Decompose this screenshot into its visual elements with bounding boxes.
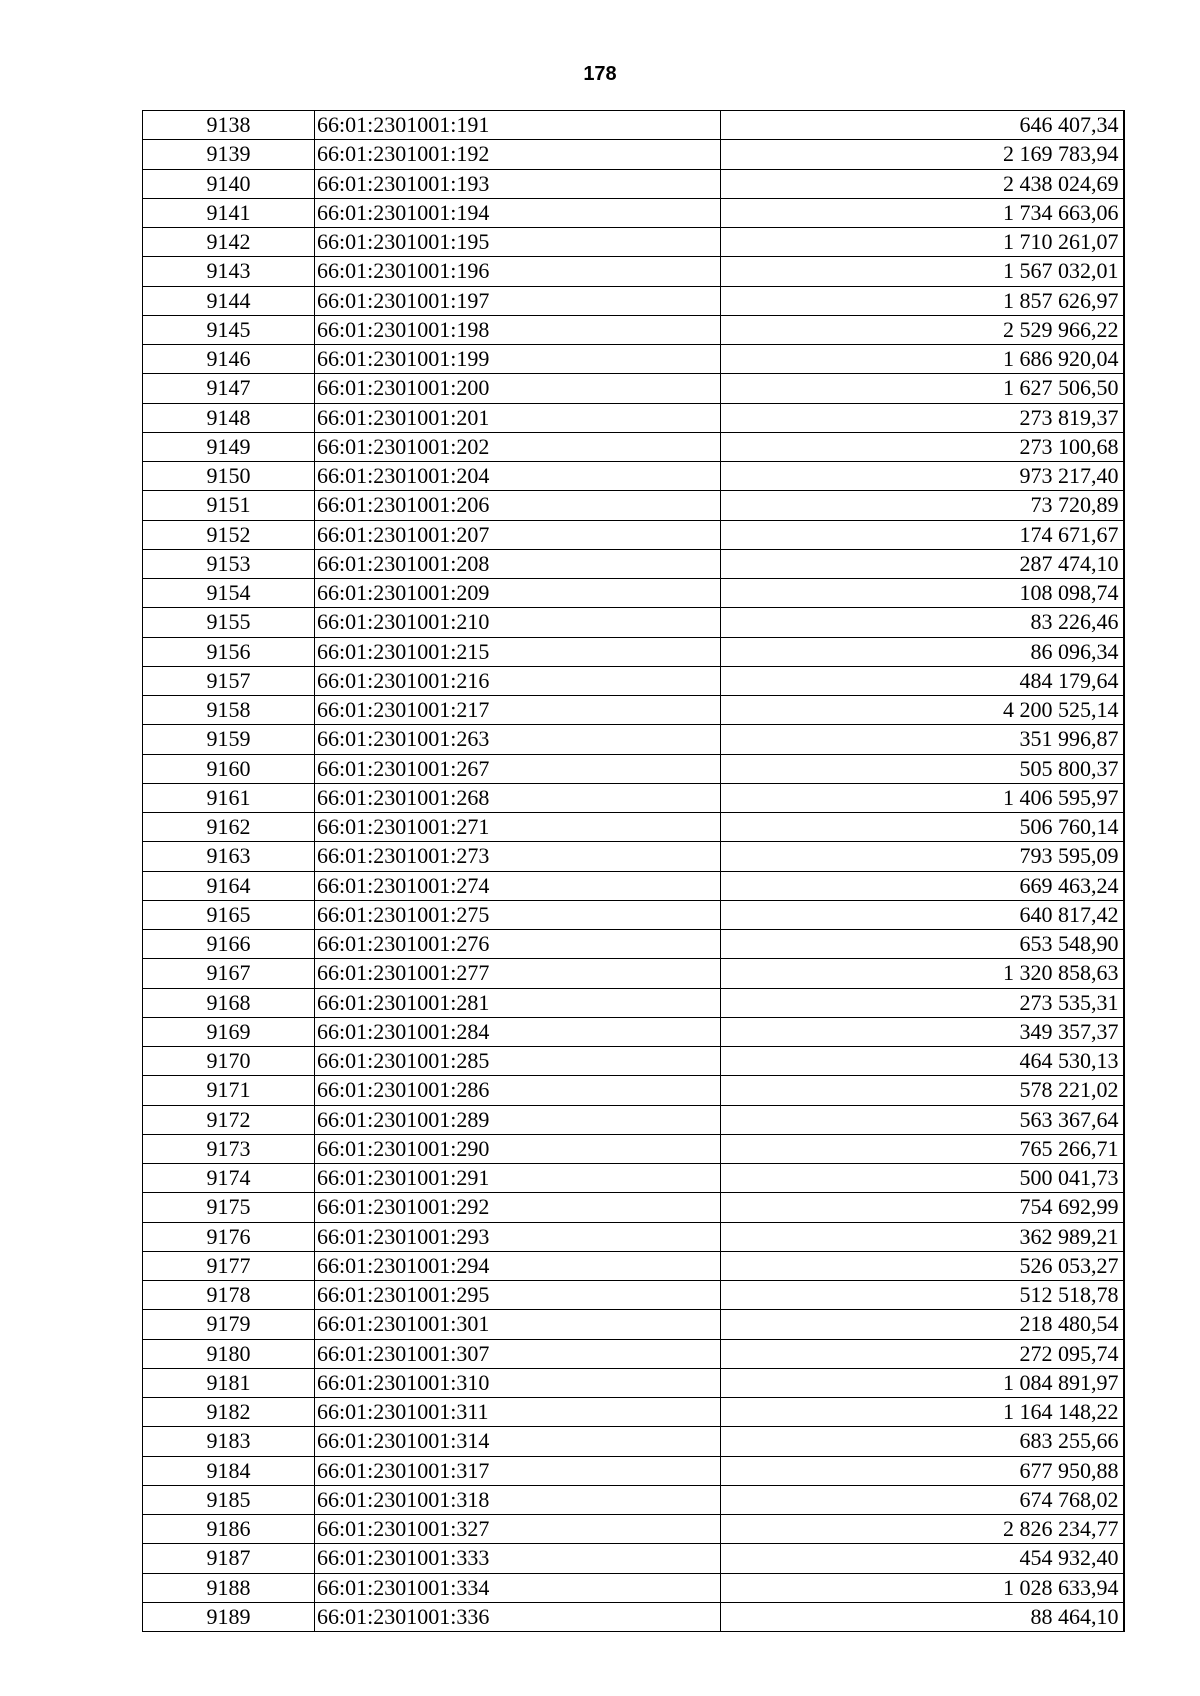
table-row xyxy=(143,520,1124,549)
row-number-cell: 9185 xyxy=(143,1485,315,1514)
cadastral-number-cell: 66:01:2301001:202 xyxy=(315,432,721,461)
cadastral-value-cell: 484 179,64 xyxy=(721,666,1124,695)
row-number-cell: 9166 xyxy=(143,930,315,959)
table-row xyxy=(143,783,1124,812)
row-number-cell: 9176 xyxy=(143,1222,315,1251)
row-number-cell: 9181 xyxy=(143,1368,315,1397)
cadastral-number-cell: 66:01:2301001:194 xyxy=(315,198,721,227)
table-row xyxy=(143,549,1124,578)
row-number-cell: 9179 xyxy=(143,1310,315,1339)
row-number-cell: 9153 xyxy=(143,549,315,578)
row-number-cell: 9151 xyxy=(143,491,315,520)
cadastral-number-cell: 66:01:2301001:281 xyxy=(315,988,721,1017)
cadastral-value-cell: 362 989,21 xyxy=(721,1222,1124,1251)
cadastral-number-cell: 66:01:2301001:295 xyxy=(315,1281,721,1310)
cadastral-value-cell: 1 164 148,22 xyxy=(721,1398,1124,1427)
cadastral-value-cell: 683 255,66 xyxy=(721,1427,1124,1456)
cadastral-value-cell: 351 996,87 xyxy=(721,725,1124,754)
cadastral-number-cell: 66:01:2301001:292 xyxy=(315,1193,721,1222)
cadastral-number-cell: 66:01:2301001:291 xyxy=(315,1164,721,1193)
cadastral-number-cell: 66:01:2301001:215 xyxy=(315,637,721,666)
row-number-cell: 9172 xyxy=(143,1105,315,1134)
row-number-cell: 9150 xyxy=(143,462,315,491)
cadastral-number-cell: 66:01:2301001:263 xyxy=(315,725,721,754)
cadastral-number-cell: 66:01:2301001:307 xyxy=(315,1339,721,1368)
table-row xyxy=(143,315,1124,344)
row-number-cell: 9174 xyxy=(143,1164,315,1193)
cadastral-value-cell: 273 819,37 xyxy=(721,403,1124,432)
table-row xyxy=(143,1602,1124,1631)
table-row xyxy=(143,725,1124,754)
cadastral-value-cell: 1 710 261,07 xyxy=(721,228,1124,257)
row-number-cell: 9165 xyxy=(143,900,315,929)
row-number-cell: 9169 xyxy=(143,1017,315,1046)
table-row xyxy=(143,608,1124,637)
cadastral-number-cell: 66:01:2301001:277 xyxy=(315,959,721,988)
row-number-cell: 9149 xyxy=(143,432,315,461)
cadastral-value-cell: 646 407,34 xyxy=(721,111,1124,140)
table-row xyxy=(143,140,1124,169)
table-row xyxy=(143,169,1124,198)
row-number-cell: 9182 xyxy=(143,1398,315,1427)
table-row xyxy=(143,813,1124,842)
cadastral-number-cell: 66:01:2301001:201 xyxy=(315,403,721,432)
cadastral-value-cell: 669 463,24 xyxy=(721,871,1124,900)
cadastral-number-cell: 66:01:2301001:206 xyxy=(315,491,721,520)
cadastral-number-cell: 66:01:2301001:196 xyxy=(315,257,721,286)
table-row xyxy=(143,666,1124,695)
cadastral-number-cell: 66:01:2301001:191 xyxy=(315,111,721,140)
table-row xyxy=(143,1105,1124,1134)
table-row xyxy=(143,491,1124,520)
row-number-cell: 9186 xyxy=(143,1515,315,1544)
table-row xyxy=(143,637,1124,666)
cadastral-value-cell: 2 169 783,94 xyxy=(721,140,1124,169)
cadastral-value-cell: 108 098,74 xyxy=(721,579,1124,608)
row-number-cell: 9180 xyxy=(143,1339,315,1368)
table-row xyxy=(143,579,1124,608)
cadastral-number-cell: 66:01:2301001:216 xyxy=(315,666,721,695)
cadastral-number-cell: 66:01:2301001:293 xyxy=(315,1222,721,1251)
cadastral-value-cell: 73 720,89 xyxy=(721,491,1124,520)
row-number-cell: 9162 xyxy=(143,813,315,842)
table-row xyxy=(143,930,1124,959)
cadastral-value-cell: 272 095,74 xyxy=(721,1339,1124,1368)
table-row xyxy=(143,1222,1124,1251)
cadastral-number-cell: 66:01:2301001:318 xyxy=(315,1485,721,1514)
cadastral-value-table xyxy=(142,110,1125,1632)
cadastral-number-cell: 66:01:2301001:274 xyxy=(315,871,721,900)
cadastral-number-cell: 66:01:2301001:192 xyxy=(315,140,721,169)
table-row xyxy=(143,696,1124,725)
row-number-cell: 9157 xyxy=(143,666,315,695)
cadastral-value-cell: 677 950,88 xyxy=(721,1456,1124,1485)
row-number-cell: 9144 xyxy=(143,286,315,315)
table-row xyxy=(143,111,1124,140)
table-row xyxy=(143,257,1124,286)
table-row xyxy=(143,1047,1124,1076)
cadastral-number-cell: 66:01:2301001:327 xyxy=(315,1515,721,1544)
row-number-cell: 9141 xyxy=(143,198,315,227)
cadastral-value-cell: 86 096,34 xyxy=(721,637,1124,666)
table-row xyxy=(143,1573,1124,1602)
cadastral-number-cell: 66:01:2301001:336 xyxy=(315,1602,721,1631)
cadastral-number-cell: 66:01:2301001:276 xyxy=(315,930,721,959)
row-number-cell: 9184 xyxy=(143,1456,315,1485)
table-row xyxy=(143,871,1124,900)
row-number-cell: 9171 xyxy=(143,1076,315,1105)
cadastral-value-cell: 1 028 633,94 xyxy=(721,1573,1124,1602)
page-number: 178 xyxy=(583,63,617,85)
row-number-cell: 9167 xyxy=(143,959,315,988)
table-row xyxy=(143,198,1124,227)
cadastral-number-cell: 66:01:2301001:193 xyxy=(315,169,721,198)
table-row xyxy=(143,1017,1124,1046)
cadastral-number-cell: 66:01:2301001:204 xyxy=(315,462,721,491)
table-row xyxy=(143,1485,1124,1514)
row-number-cell: 9145 xyxy=(143,315,315,344)
cadastral-value-cell: 793 595,09 xyxy=(721,842,1124,871)
row-number-cell: 9160 xyxy=(143,754,315,783)
cadastral-value-cell: 526 053,27 xyxy=(721,1251,1124,1280)
cadastral-number-cell: 66:01:2301001:199 xyxy=(315,345,721,374)
cadastral-value-cell: 505 800,37 xyxy=(721,754,1124,783)
row-number-cell: 9178 xyxy=(143,1281,315,1310)
cadastral-number-cell: 66:01:2301001:301 xyxy=(315,1310,721,1339)
row-number-cell: 9146 xyxy=(143,345,315,374)
cadastral-value-cell: 1 406 595,97 xyxy=(721,783,1124,812)
row-number-cell: 9188 xyxy=(143,1573,315,1602)
cadastral-value-cell: 174 671,67 xyxy=(721,520,1124,549)
cadastral-number-cell: 66:01:2301001:284 xyxy=(315,1017,721,1046)
row-number-cell: 9161 xyxy=(143,783,315,812)
table-row xyxy=(143,403,1124,432)
cadastral-value-cell: 2 529 966,22 xyxy=(721,315,1124,344)
row-number-cell: 9138 xyxy=(143,111,315,140)
row-number-cell: 9156 xyxy=(143,637,315,666)
row-number-cell: 9152 xyxy=(143,520,315,549)
table-row xyxy=(143,1076,1124,1105)
cadastral-value-cell: 765 266,71 xyxy=(721,1134,1124,1163)
cadastral-value-cell: 287 474,10 xyxy=(721,549,1124,578)
row-number-cell: 9189 xyxy=(143,1602,315,1631)
table-row xyxy=(143,228,1124,257)
cadastral-value-cell: 454 932,40 xyxy=(721,1544,1124,1573)
cadastral-value-cell: 4 200 525,14 xyxy=(721,696,1124,725)
cadastral-value-cell: 578 221,02 xyxy=(721,1076,1124,1105)
row-number-cell: 9170 xyxy=(143,1047,315,1076)
cadastral-number-cell: 66:01:2301001:311 xyxy=(315,1398,721,1427)
cadastral-value-cell: 653 548,90 xyxy=(721,930,1124,959)
cadastral-value-cell: 464 530,13 xyxy=(721,1047,1124,1076)
cadastral-number-cell: 66:01:2301001:317 xyxy=(315,1456,721,1485)
cadastral-number-cell: 66:01:2301001:207 xyxy=(315,520,721,549)
cadastral-number-cell: 66:01:2301001:314 xyxy=(315,1427,721,1456)
row-number-cell: 9164 xyxy=(143,871,315,900)
row-number-cell: 9158 xyxy=(143,696,315,725)
cadastral-value-cell: 640 817,42 xyxy=(721,900,1124,929)
cadastral-value-cell: 88 464,10 xyxy=(721,1602,1124,1631)
cadastral-number-cell: 66:01:2301001:275 xyxy=(315,900,721,929)
cadastral-value-cell: 512 518,78 xyxy=(721,1281,1124,1310)
cadastral-value-cell: 273 100,68 xyxy=(721,432,1124,461)
table-row xyxy=(143,345,1124,374)
row-number-cell: 9159 xyxy=(143,725,315,754)
cadastral-value-cell: 506 760,14 xyxy=(721,813,1124,842)
row-number-cell: 9139 xyxy=(143,140,315,169)
cadastral-value-cell: 1 567 032,01 xyxy=(721,257,1124,286)
table-row xyxy=(143,754,1124,783)
row-number-cell: 9155 xyxy=(143,608,315,637)
cadastral-value-cell: 674 768,02 xyxy=(721,1485,1124,1514)
table-row xyxy=(143,1456,1124,1485)
row-number-cell: 9154 xyxy=(143,579,315,608)
cadastral-value-cell: 2 826 234,77 xyxy=(721,1515,1124,1544)
cadastral-value-cell: 1 627 506,50 xyxy=(721,374,1124,403)
cadastral-value-cell: 563 367,64 xyxy=(721,1105,1124,1134)
row-number-cell: 9142 xyxy=(143,228,315,257)
cadastral-value-cell: 1 084 891,97 xyxy=(721,1368,1124,1397)
cadastral-number-cell: 66:01:2301001:273 xyxy=(315,842,721,871)
cadastral-number-cell: 66:01:2301001:285 xyxy=(315,1047,721,1076)
table-row xyxy=(143,1134,1124,1163)
table-row xyxy=(143,1310,1124,1339)
cadastral-number-cell: 66:01:2301001:290 xyxy=(315,1134,721,1163)
table-row xyxy=(143,462,1124,491)
table-row xyxy=(143,1281,1124,1310)
cadastral-number-cell: 66:01:2301001:267 xyxy=(315,754,721,783)
cadastral-number-cell: 66:01:2301001:289 xyxy=(315,1105,721,1134)
cadastral-number-cell: 66:01:2301001:197 xyxy=(315,286,721,315)
table-row xyxy=(143,900,1124,929)
table-row xyxy=(143,1193,1124,1222)
cadastral-value-cell: 83 226,46 xyxy=(721,608,1124,637)
row-number-cell: 9177 xyxy=(143,1251,315,1280)
cadastral-value-cell: 2 438 024,69 xyxy=(721,169,1124,198)
cadastral-number-cell: 66:01:2301001:208 xyxy=(315,549,721,578)
cadastral-value-cell: 218 480,54 xyxy=(721,1310,1124,1339)
row-number-cell: 9147 xyxy=(143,374,315,403)
cadastral-value-cell: 500 041,73 xyxy=(721,1164,1124,1193)
cadastral-number-cell: 66:01:2301001:271 xyxy=(315,813,721,842)
cadastral-value-cell: 1 734 663,06 xyxy=(721,198,1124,227)
cadastral-number-cell: 66:01:2301001:294 xyxy=(315,1251,721,1280)
table-row xyxy=(143,1368,1124,1397)
row-number-cell: 9173 xyxy=(143,1134,315,1163)
table-row xyxy=(143,1251,1124,1280)
cadastral-number-cell: 66:01:2301001:310 xyxy=(315,1368,721,1397)
row-number-cell: 9183 xyxy=(143,1427,315,1456)
cadastral-value-cell: 754 692,99 xyxy=(721,1193,1124,1222)
cadastral-number-cell: 66:01:2301001:334 xyxy=(315,1573,721,1602)
table-row xyxy=(143,1544,1124,1573)
cadastral-number-cell: 66:01:2301001:210 xyxy=(315,608,721,637)
cadastral-value-cell: 1 320 858,63 xyxy=(721,959,1124,988)
table-row xyxy=(143,1164,1124,1193)
table-row xyxy=(143,1339,1124,1368)
table-row xyxy=(143,842,1124,871)
cadastral-value-cell: 1 857 626,97 xyxy=(721,286,1124,315)
cadastral-number-cell: 66:01:2301001:209 xyxy=(315,579,721,608)
table-row xyxy=(143,1427,1124,1456)
table-row xyxy=(143,374,1124,403)
table-row xyxy=(143,1515,1124,1544)
cadastral-number-cell: 66:01:2301001:217 xyxy=(315,696,721,725)
row-number-cell: 9163 xyxy=(143,842,315,871)
row-number-cell: 9168 xyxy=(143,988,315,1017)
row-number-cell: 9143 xyxy=(143,257,315,286)
row-number-cell: 9148 xyxy=(143,403,315,432)
cadastral-number-cell: 66:01:2301001:195 xyxy=(315,228,721,257)
cadastral-number-cell: 66:01:2301001:286 xyxy=(315,1076,721,1105)
row-number-cell: 9187 xyxy=(143,1544,315,1573)
cadastral-value-cell: 973 217,40 xyxy=(721,462,1124,491)
cadastral-value-cell: 273 535,31 xyxy=(721,988,1124,1017)
table-row xyxy=(143,432,1124,461)
table-row xyxy=(143,1398,1124,1427)
cadastral-number-cell: 66:01:2301001:268 xyxy=(315,783,721,812)
table-row xyxy=(143,286,1124,315)
table-row xyxy=(143,988,1124,1017)
cadastral-number-cell: 66:01:2301001:198 xyxy=(315,315,721,344)
cadastral-value-cell: 1 686 920,04 xyxy=(721,345,1124,374)
table-body xyxy=(143,111,1124,1632)
cadastral-value-cell: 349 357,37 xyxy=(721,1017,1124,1046)
cadastral-number-cell: 66:01:2301001:200 xyxy=(315,374,721,403)
table-row xyxy=(143,959,1124,988)
row-number-cell: 9140 xyxy=(143,169,315,198)
cadastral-number-cell: 66:01:2301001:333 xyxy=(315,1544,721,1573)
row-number-cell: 9175 xyxy=(143,1193,315,1222)
